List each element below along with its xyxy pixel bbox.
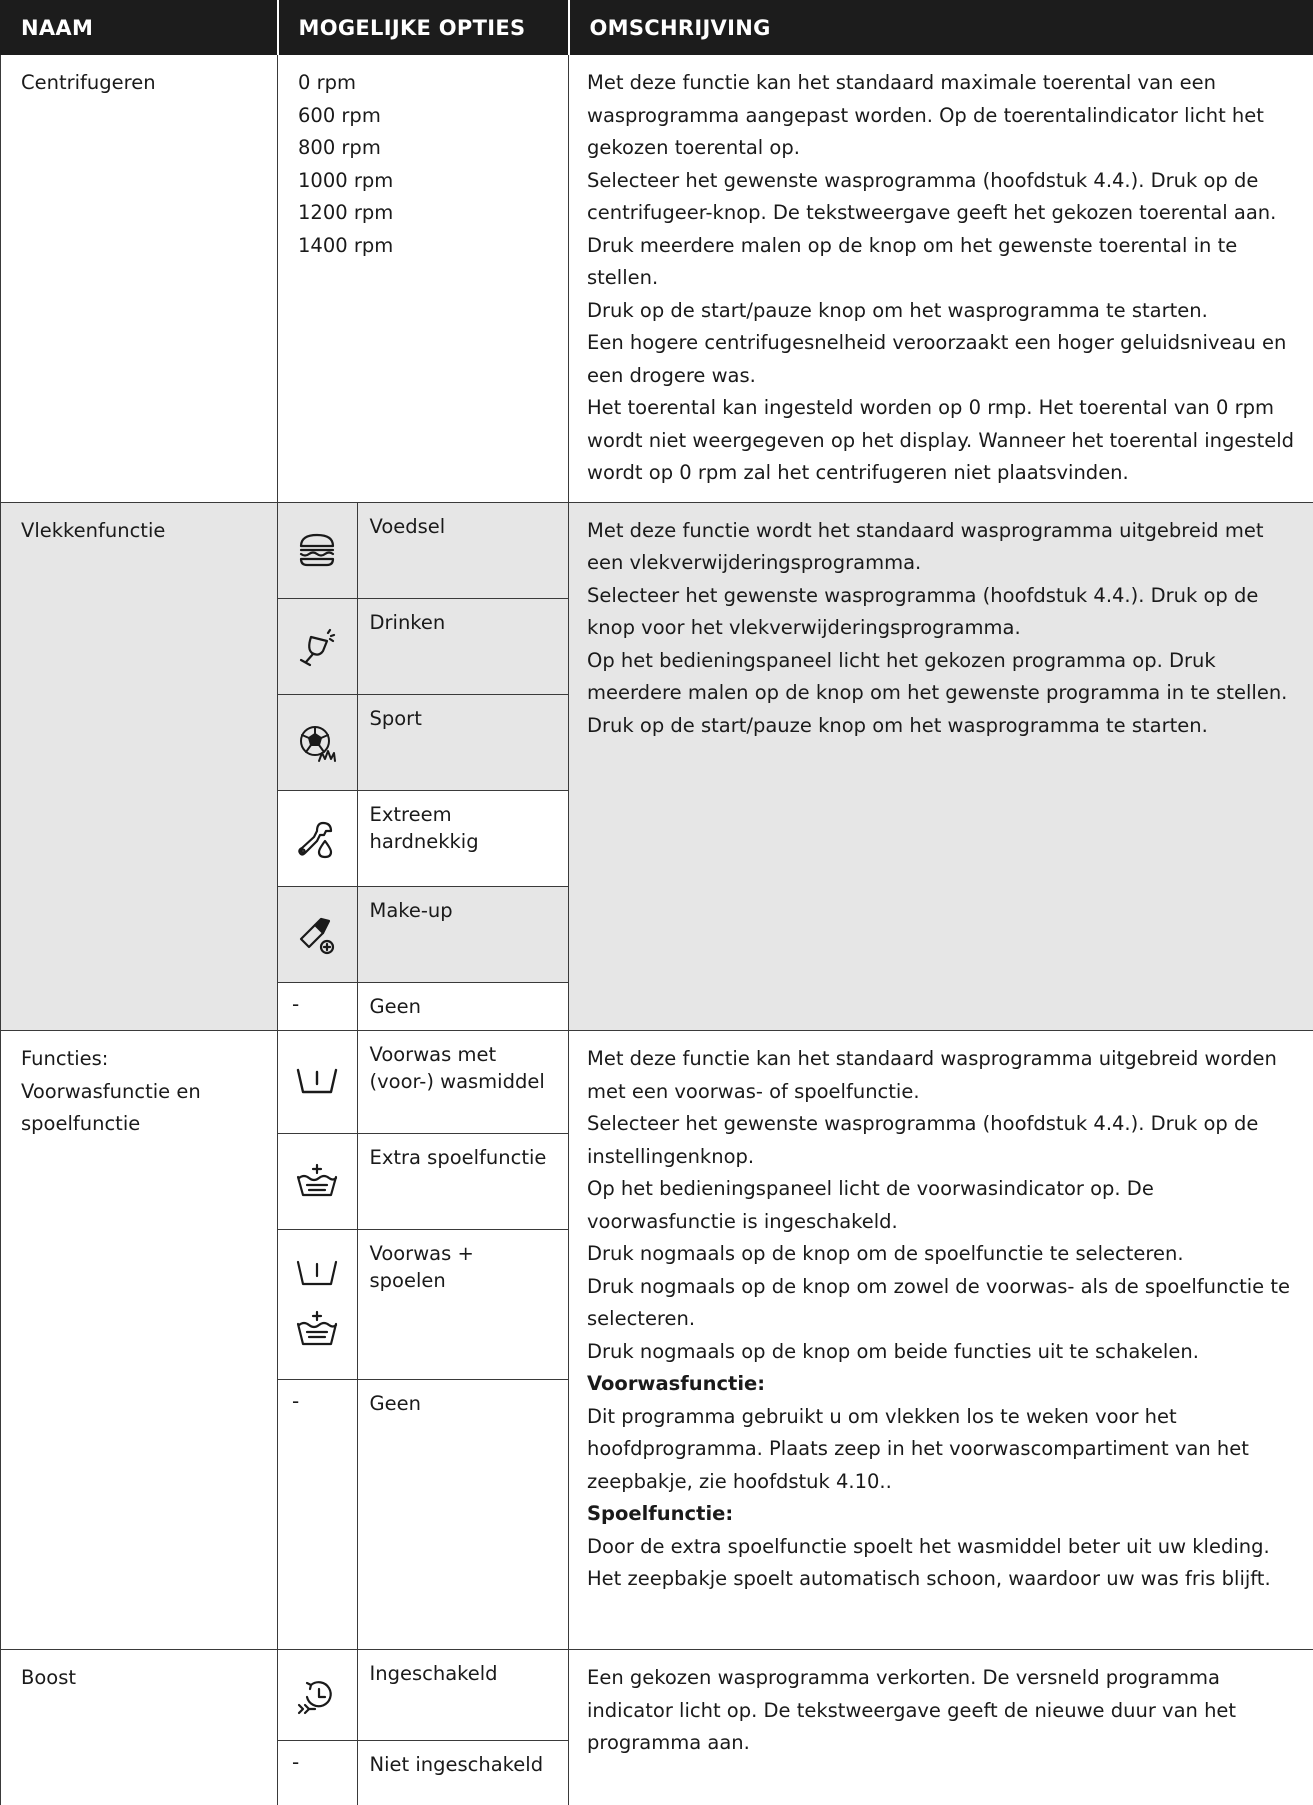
no-option-dash: -	[292, 992, 300, 1016]
option-item	[278, 1650, 568, 1740]
row-name: Centrifugeren	[1, 55, 278, 503]
description-paragraph: Selecteer het gewenste wasprogramma (hoofdstuk 4.4.). Druk op de instellingenknop.	[587, 1112, 1259, 1168]
option-item: 1000 rpm	[298, 168, 394, 192]
option-item	[278, 599, 568, 695]
row-description	[569, 1031, 1313, 1650]
option-item	[278, 791, 568, 887]
prewash-tub-icon	[295, 1066, 339, 1098]
option-item	[278, 1133, 568, 1229]
option-item: 1400 rpm	[298, 233, 394, 257]
table-row	[1, 1031, 1313, 1650]
option-item: 800 rpm	[298, 136, 381, 159]
description-paragraph: Een hogere centrifugesnelheid veroorzaakt een hoger geluidsniveau en een drogere was.	[587, 331, 1287, 387]
description-paragraph: Met deze functie wordt het standaard wasprogramma uitgebreid met een vlekverwijderingsprogramma.	[587, 518, 1264, 574]
table-row	[1, 55, 1313, 503]
row-name: Functies: Voorwasfunctie en spoelfunctie	[1, 1031, 278, 1650]
option-item	[278, 887, 568, 983]
description-paragraph: Druk op de start/pauze knop om het wasprogramma te starten.	[587, 713, 1208, 737]
description-paragraph: Door de extra spoelfunctie spoelt het wasmiddel beter uit uw kleding. Het zeepbakje spoelt automatisch schoon, waardoor uw was fris blijft.	[587, 1534, 1271, 1590]
row-name: Boost	[1, 1650, 278, 1805]
header-description: OMSCHRIJVING	[569, 1, 1313, 55]
description-paragraph: Druk nogmaals op de knop om de spoelfunctie te selecteren.	[587, 1242, 1184, 1265]
description-paragraph: Druk meerdere malen op de knop om het gewenste toerental in te stellen.	[587, 233, 1238, 289]
description-paragraph: Een gekozen wasprogramma verkorten. De versneld programma indicator licht op. De tekstweergave geeft de nieuwe duur van het programma aan.	[587, 1666, 1237, 1754]
description-paragraph: Met deze functie kan het standaard maximale toerental van een wasprogramma aangepast worden. Op de toerentalindicator licht het gekozen toerental op.	[587, 71, 1264, 159]
description-paragraph: Selecteer het gewenste wasprogramma (hoofdstuk 4.4.). Druk op de centrifugeer-knop. De tekstweergave geeft het gekozen toerental aan.	[587, 168, 1277, 224]
rinse-subtitle: Spoelfunctie:	[587, 1502, 734, 1525]
option-label: Voedsel	[357, 503, 568, 599]
row-description	[569, 502, 1313, 1031]
description-paragraph: Druk nogmaals op de knop om beide functies uit te schakelen.	[587, 1339, 1199, 1363]
table-row	[1, 502, 1313, 1031]
no-option-dash: -	[292, 1749, 300, 1774]
boost-clock-icon	[297, 1675, 337, 1715]
option-label: Extra spoelfunctie	[357, 1133, 568, 1229]
option-item: 600 rpm	[298, 103, 381, 127]
option-label: Make-up	[357, 887, 568, 983]
option-item	[278, 983, 568, 1031]
row-options	[278, 55, 569, 503]
wrench-drop-icon	[297, 819, 337, 859]
option-label: Geen	[357, 983, 568, 1031]
description-paragraph: Selecteer het gewenste wasprogramma (hoofdstuk 4.4.). Druk op de knop voor het vlekverwijderingsprogramma.	[587, 583, 1259, 639]
burger-icon	[297, 532, 337, 568]
option-label: Niet ingeschakeld	[369, 1752, 544, 1776]
table-row	[1, 1650, 1313, 1805]
option-item	[278, 695, 568, 791]
option-label: Extreem hardnekkig	[357, 791, 568, 887]
row-options	[278, 1650, 569, 1805]
option-label: Voorwas + spoelen	[357, 1229, 568, 1379]
row-options	[278, 502, 569, 1031]
description-paragraph: Dit programma gebruikt u om vlekken los te weken voor het hoofdprogramma. Plaats zeep in het voorwascompartiment van het zeepbakje, zie hoofdstuk 4.10..	[587, 1404, 1249, 1493]
header-options: MOGELIJKE OPTIES	[278, 1, 569, 55]
option-item: 1200 rpm	[298, 201, 394, 224]
option-label: Voorwas met (voor-) wasmiddel	[357, 1031, 568, 1133]
description-paragraph: Op het bedieningspaneel licht de voorwasindicator op. De voorwasfunctie is ingeschakeld.	[587, 1177, 1154, 1233]
description-paragraph: Het toerental kan ingesteld worden op 0 rmp. Het toerental van 0 rpm wordt niet weergegeven op het display. Wanneer het toerental ingesteld wordt op 0 rpm zal het centrifugeren niet plaatsvinden.	[587, 396, 1295, 484]
football-grass-icon	[297, 723, 337, 763]
option-item	[278, 1031, 568, 1133]
row-name: Vlekkenfunctie	[1, 502, 278, 1031]
option-label: Sport	[357, 695, 568, 791]
option-item: 0 rpm	[298, 71, 356, 94]
option-item	[278, 1740, 568, 1805]
description-paragraph: Druk op de start/pauze knop om het wasprogramma te starten.	[587, 298, 1208, 322]
wine-glass-icon	[297, 627, 337, 667]
description-paragraph: Op het bedieningspaneel licht het gekozen programma op. Druk meerdere malen op de knop om het gewenste programma in te stellen.	[587, 648, 1288, 704]
option-label: Drinken	[357, 599, 568, 695]
option-label: Geen	[369, 1391, 421, 1415]
row-description	[569, 1650, 1313, 1805]
table-header	[1, 1, 1313, 55]
no-option-dash: -	[292, 1388, 300, 1413]
option-item	[278, 1229, 568, 1379]
prewash-subtitle: Voorwasfunctie:	[587, 1372, 766, 1395]
prewash-rinse-icon	[295, 1256, 339, 1352]
row-description	[569, 55, 1313, 503]
option-item	[278, 1379, 568, 1649]
row-options	[278, 1031, 569, 1650]
header-name: NAAM	[1, 1, 278, 55]
description-paragraph: Met deze functie kan het standaard wasprogramma uitgebreid worden met een voorwas- of spoelfunctie.	[587, 1047, 1277, 1103]
option-item	[278, 503, 568, 599]
description-paragraph: Druk nogmaals op de knop om zowel de voorwas- als de spoelfunctie te selecteren.	[587, 1274, 1290, 1330]
option-label: Ingeschakeld	[357, 1650, 568, 1740]
extra-rinse-icon	[295, 1163, 339, 1199]
lipstick-icon	[297, 915, 337, 955]
